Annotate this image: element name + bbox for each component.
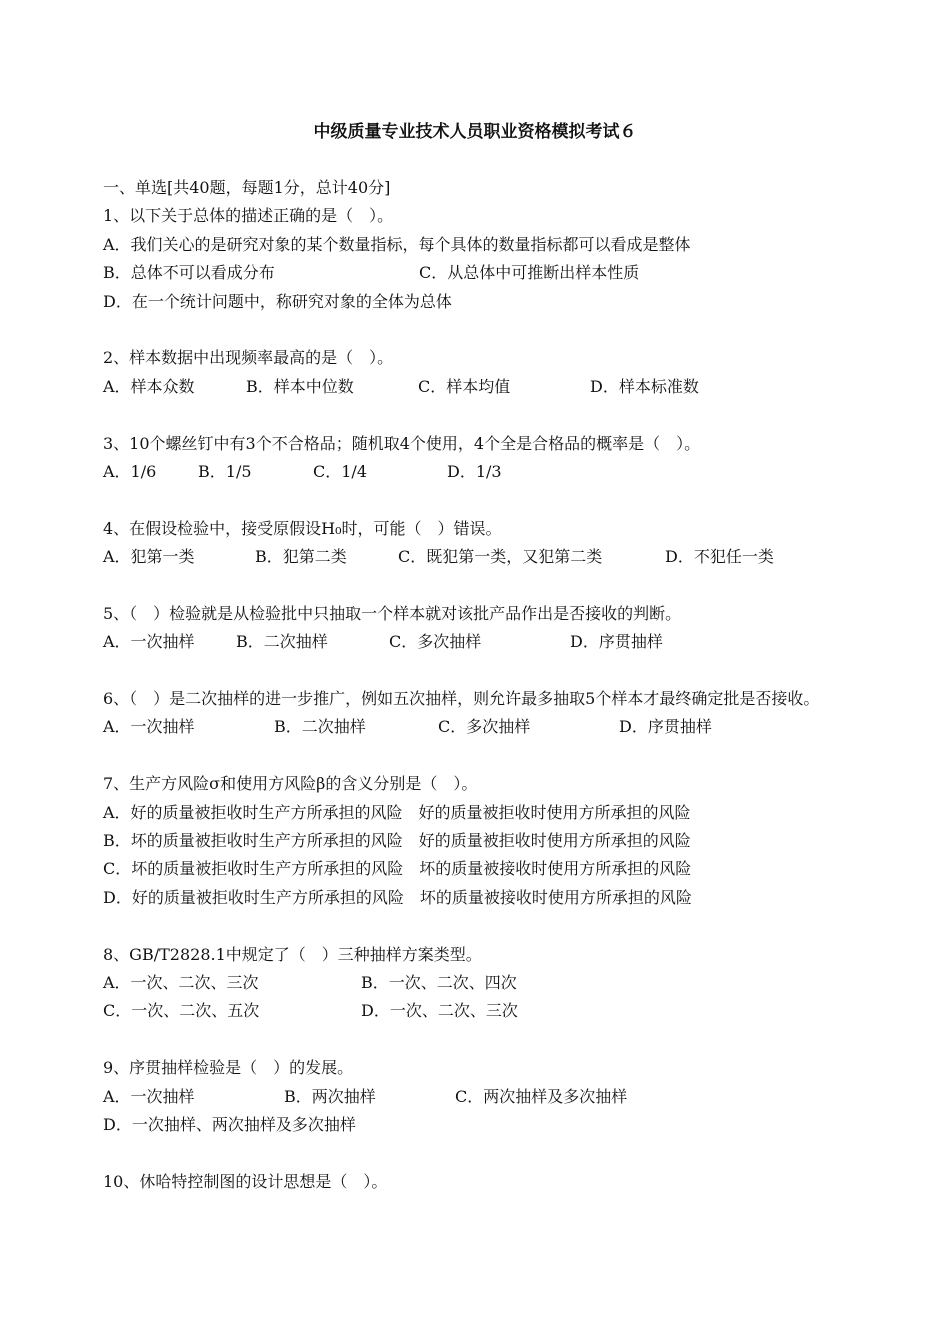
question-7-option-c: C．坏的质量被拒收时生产方所承担的风险 坏的质量被接收时使用方所承担的风险 bbox=[103, 859, 692, 879]
question-5-options bbox=[103, 628, 855, 656]
question-3-option-b: B．1/5 bbox=[198, 461, 252, 481]
spacer bbox=[103, 486, 855, 514]
question-1-option-d: D．在一个统计问题中，称研究对象的全体为总体 bbox=[103, 291, 452, 311]
question-8-option-b: B．一次、二次、四次 bbox=[361, 972, 517, 992]
spacer bbox=[103, 912, 855, 940]
question-1-options-bc bbox=[103, 259, 855, 287]
question-9-options-abc bbox=[103, 1083, 855, 1111]
question-8-stem: 8、GB/T2828.1中规定了（ ）三种抽样方案类型。 bbox=[103, 944, 482, 964]
question-3-stem: 3、10个螺丝钉中有3个不合格品；随机取4个使用，4个全是合格品的概率是（ ）。 bbox=[103, 433, 701, 453]
question-8-option-a: A．一次、二次、三次 bbox=[103, 972, 259, 992]
question-10-stem: 10、休哈特控制图的设计思想是（ ）。 bbox=[103, 1171, 388, 1191]
question-2-option-d: D．样本标准数 bbox=[590, 376, 699, 396]
question-9-option-a: A．一次抽样 bbox=[103, 1086, 195, 1106]
section-heading: 一、单选[共40题，每题1分，总计40分] bbox=[103, 178, 391, 197]
question-4-option-a: A．犯第一类 bbox=[103, 547, 195, 567]
spacer bbox=[103, 401, 855, 429]
document-body bbox=[103, 174, 855, 1196]
spacer bbox=[103, 316, 855, 344]
question-2-options bbox=[103, 373, 855, 401]
question-9-option-c: C．两次抽样及多次抽样 bbox=[455, 1086, 628, 1106]
spacer bbox=[103, 571, 855, 599]
question-7-option-b: B．坏的质量被拒收时生产方所承担的风险 好的质量被拒收时使用方所承担的风险 bbox=[103, 831, 691, 850]
question-2-option-a: A．样本众数 bbox=[103, 376, 195, 396]
question-6-option-c: C．多次抽样 bbox=[438, 717, 531, 737]
spacer bbox=[103, 657, 855, 685]
question-7-option-d: D．好的质量被拒收时生产方所承担的风险 坏的质量被接收时使用方所承担的风险 bbox=[103, 887, 692, 907]
question-4-option-d: D．不犯任一类 bbox=[665, 547, 774, 567]
question-4-options bbox=[103, 543, 855, 571]
question-8-option-c: C．一次、二次、五次 bbox=[103, 1001, 260, 1021]
question-6-option-b: B．二次抽样 bbox=[274, 717, 366, 737]
question-5-option-c: C．多次抽样 bbox=[389, 632, 482, 652]
question-8-options-cd bbox=[103, 997, 855, 1025]
question-7-option-a: A．好的质量被拒收时生产方所承担的风险 好的质量被拒收时使用方所承担的风险 bbox=[103, 802, 691, 822]
question-1-stem: 1、以下关于总体的描述正确的是（ ）。 bbox=[103, 206, 394, 226]
question-9-option-d: D．一次抽样、两次抽样及多次抽样 bbox=[103, 1114, 356, 1134]
spacer bbox=[103, 1026, 855, 1054]
question-4-stem: 4、在假设检验中，接受原假设H₀时，可能（ ）错误。 bbox=[103, 518, 502, 538]
question-1-option-c: C．从总体中可推断出样本性质 bbox=[419, 263, 640, 283]
question-6-option-a: A．一次抽样 bbox=[103, 717, 195, 737]
question-5-stem: 5、（ ）检验就是从检验批中只抽取一个样本就对该批产品作出是否接收的判断。 bbox=[103, 603, 682, 623]
question-3-option-a: A．1/6 bbox=[103, 461, 157, 481]
document-title: 中级质量专业技术人员职业资格模拟考试６ bbox=[313, 122, 637, 142]
question-4-option-c: C．既犯第一类，又犯第二类 bbox=[398, 547, 603, 567]
question-8-option-d: D．一次、二次、三次 bbox=[361, 1001, 518, 1021]
spacer bbox=[103, 742, 855, 770]
question-7-stem: 7、生产方风险σ和使用方风险β的含义分别是（ ）。 bbox=[103, 774, 478, 794]
question-2-stem: 2、样本数据中出现频率最高的是（ ）。 bbox=[103, 348, 394, 368]
question-9-option-b: B．两次抽样 bbox=[284, 1086, 376, 1106]
question-3-option-d: D．1/3 bbox=[447, 461, 502, 481]
question-1-option-b: B．总体不可以看成分布 bbox=[103, 263, 275, 283]
question-2-option-c: C．样本均值 bbox=[418, 376, 511, 396]
spacer bbox=[103, 1139, 855, 1167]
question-3-options bbox=[103, 458, 855, 486]
question-6-option-d: D．序贯抽样 bbox=[619, 717, 712, 737]
question-8-options-ab bbox=[103, 969, 855, 997]
question-2-option-b: B．样本中位数 bbox=[246, 376, 354, 396]
question-1-option-a: A．我们关心的是研究对象的某个数量指标，每个具体的数量指标都可以看成是整体 bbox=[103, 234, 691, 254]
question-3-option-c: C．1/4 bbox=[313, 461, 367, 481]
question-6-options bbox=[103, 713, 855, 741]
question-5-option-d: D．序贯抽样 bbox=[570, 632, 663, 652]
question-5-option-a: A．一次抽样 bbox=[103, 632, 195, 652]
question-6-stem: 6、（ ）是二次抽样的进一步推广，例如五次抽样，则允许最多抽取5个样本才最终确定批是否接收。 bbox=[103, 689, 820, 709]
question-4-option-b: B．犯第二类 bbox=[255, 547, 347, 567]
question-5-option-b: B．二次抽样 bbox=[236, 632, 328, 652]
question-9-stem: 9、序贯抽样检验是（ ）的发展。 bbox=[103, 1058, 354, 1078]
